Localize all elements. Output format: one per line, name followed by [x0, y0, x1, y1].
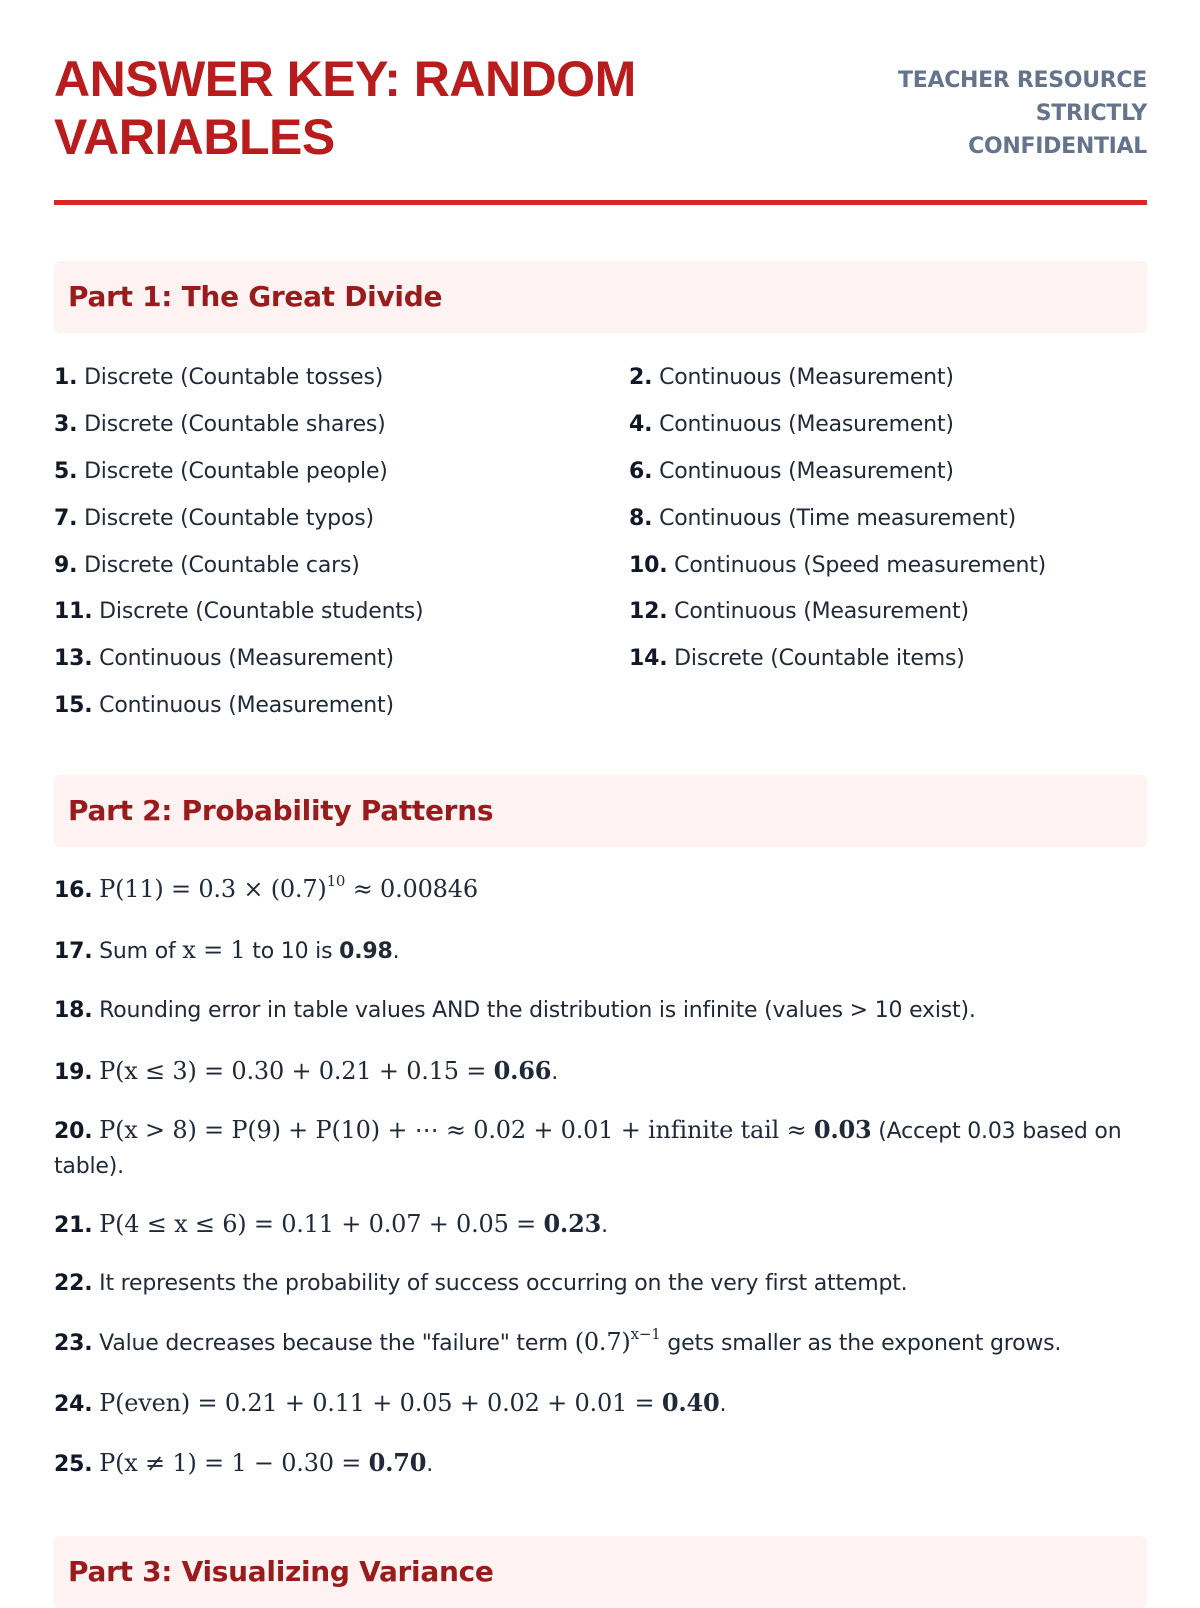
formula-result: ≈ 0.00846	[345, 875, 478, 903]
answer-25: 25. P(x ≠ 1) = 1 − 0.30 = 0.70.	[54, 1448, 434, 1477]
formula: P(x > 8) = P(9) + P(10) + ⋯ ≈ 0.02 + 0.01 + infinite tail ≈	[99, 1116, 814, 1144]
answer-value: 0.70	[368, 1448, 427, 1477]
formula: P(x ≠ 1) = 1 − 0.30 =	[99, 1449, 369, 1477]
answer-17: 17. Sum of x = 1 to 10 is 0.98.	[54, 936, 400, 964]
part2-title: Part 2: Probability Patterns	[68, 794, 494, 827]
answer-item: 13. Continuous (Measurement)	[54, 646, 394, 671]
answer-18: 18. Rounding error in table values AND the distribution is infinite (values > 10 exist).	[54, 998, 976, 1023]
part2-header	[54, 775, 1147, 847]
answer-item: 14. Discrete (Countable items)	[629, 646, 965, 671]
resource-line-1: TEACHER RESOURCE	[898, 68, 1147, 93]
exponent: x−1	[630, 1325, 661, 1343]
answer-20: 20. P(x > 8) = P(9) + P(10) + ⋯ ≈ 0.02 + 0.01 + infinite tail ≈ 0.03 (Accept 0.03 based on table).	[54, 1115, 1122, 1179]
answer-22: 22. It represents the probability of success occurring on the very first attempt.	[54, 1271, 908, 1296]
answer-24: 24. P(even) = 0.21 + 0.11 + 0.05 + 0.02 + 0.01 = 0.40.	[54, 1388, 727, 1417]
answer-item: 2. Continuous (Measurement)	[629, 365, 954, 390]
answer-item: 1. Discrete (Countable tosses)	[54, 365, 384, 390]
answer-item: 12. Continuous (Measurement)	[629, 599, 969, 624]
formula: (0.7)	[574, 1328, 631, 1356]
title-line-1: ANSWER KEY: RANDOM	[54, 51, 636, 107]
formula: P(x ≤ 3) = 0.30 + 0.21 + 0.15 =	[99, 1057, 494, 1085]
answer-23: 23. Value decreases because the "failure" term $(0.7)^{x-1}$ gets smaller as the exponent grows.	[54, 1325, 1062, 1356]
exponent: 10	[326, 872, 346, 890]
formula: P(11) = 0.3 × (0.7)	[99, 875, 327, 903]
answer-21: 21. P(4 ≤ x ≤ 6) = 0.11 + 0.07 + 0.05 = 0.23.	[54, 1209, 608, 1238]
answer-value: 0.40	[661, 1388, 720, 1417]
resource-label	[898, 64, 1147, 163]
formula: P(4 ≤ x ≤ 6) = 0.11 + 0.07 + 0.05 =	[99, 1210, 544, 1238]
header-divider	[54, 200, 1147, 205]
answer-16: 16. $P(11) = 0.3 \times (0.7)^{10} \approx 0.00846$	[54, 872, 478, 903]
resource-line-2: STRICTLY	[1035, 101, 1147, 126]
answer-item: 4. Continuous (Measurement)	[629, 412, 954, 437]
answer-item: 3. Discrete (Countable shares)	[54, 412, 386, 437]
answer-value: 0.23	[543, 1209, 602, 1238]
answer-item: 5. Discrete (Countable people)	[54, 459, 388, 484]
answer-item: 15. Continuous (Measurement)	[54, 693, 394, 718]
part3-header	[54, 1536, 1147, 1608]
part3-title: Part 3: Visualizing Variance	[68, 1555, 494, 1588]
answer-item: 7. Discrete (Countable typos)	[54, 506, 374, 531]
answer-item: 6. Continuous (Measurement)	[629, 459, 954, 484]
answer-value: 0.98	[339, 939, 393, 964]
answer-item: 11. Discrete (Countable students)	[54, 599, 424, 624]
answer-19: 19. P(x ≤ 3) = 0.30 + 0.21 + 0.15 = 0.66.	[54, 1056, 559, 1085]
formula: P(even) = 0.21 + 0.11 + 0.05 + 0.02 + 0.01 =	[99, 1389, 662, 1417]
page-title	[54, 50, 694, 166]
answer-item: 8. Continuous (Time measurement)	[629, 506, 1016, 531]
part1-header	[54, 261, 1147, 333]
formula: x = 1	[182, 936, 246, 964]
answer-value: 0.66	[493, 1056, 552, 1085]
answer-value: 0.03	[813, 1115, 872, 1144]
answer-item: 10. Continuous (Speed measurement)	[629, 553, 1047, 578]
page-header	[54, 50, 1147, 170]
resource-line-3: CONFIDENTIAL	[968, 134, 1147, 159]
part1-title: Part 1: The Great Divide	[68, 280, 443, 313]
answer-item: 9. Discrete (Countable cars)	[54, 553, 360, 578]
title-line-2: VARIABLES	[54, 109, 335, 165]
